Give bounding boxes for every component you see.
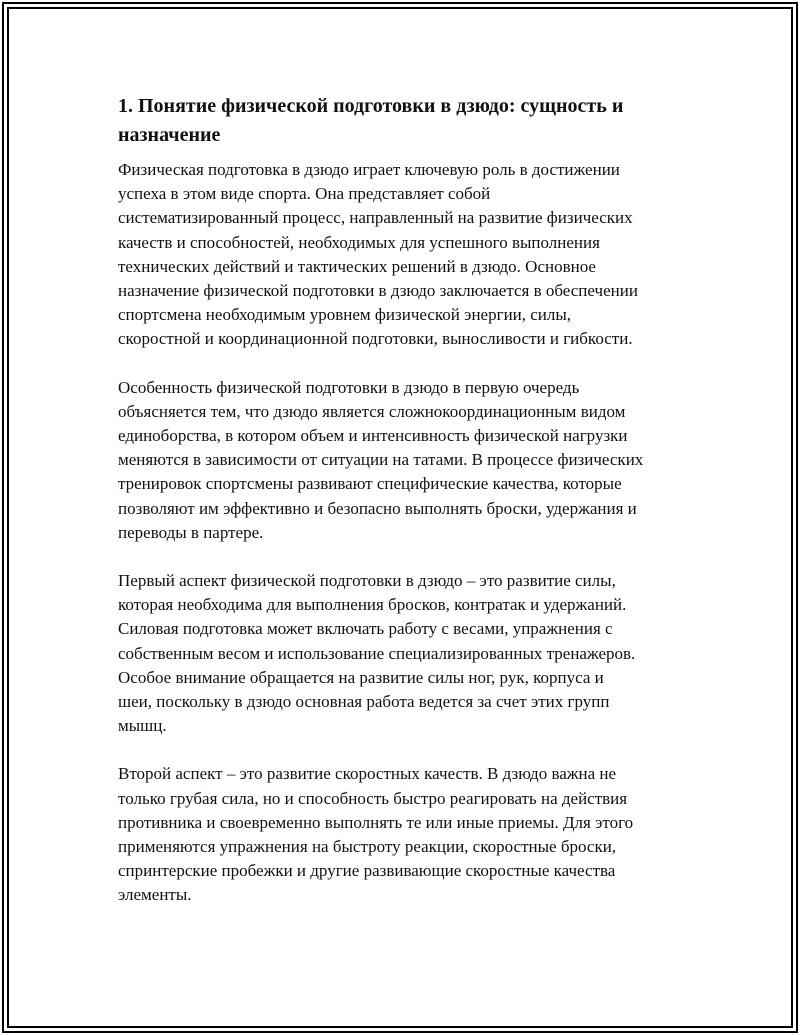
text-line: назначение физической подготовки в дзюдо заключается в обеспечении	[118, 281, 638, 301]
heading-line: 1. Понятие физической подготовки в дзюдо: сущность и	[118, 95, 624, 117]
text-line: собственным весом и использование специализированных тренажеров.	[118, 643, 636, 663]
paragraph-1	[118, 158, 698, 352]
text-line: объясняется тем, что дзюдо является сложнокоординационным видом	[118, 401, 626, 421]
text-line: мышц.	[118, 716, 167, 736]
paragraph-2	[118, 376, 698, 545]
heading-line: назначение	[118, 124, 221, 146]
paragraph-3	[118, 569, 698, 738]
text-line: систематизированный процесс, направленный на развитие физических	[118, 208, 633, 228]
text-line: успеха в этом виде спорта. Она представляет собой	[118, 184, 491, 204]
text-line: Первый аспект физической подготовки в дзюдо – это развитие силы,	[118, 571, 616, 591]
text-line: меняются в зависимости от ситуации на татами. В процессе физических	[118, 450, 644, 470]
text-line: которая необходима для выполнения бросков, контратак и удержаний.	[118, 595, 627, 615]
text-line: скоростной и координационной подготовки, выносливости и гибкости.	[118, 329, 633, 349]
text-line: только грубая сила, но и способность быстро реагировать на действия	[118, 788, 628, 808]
text-line: единоборства, в котором объем и интенсивность физической нагрузки	[118, 426, 628, 446]
text-line: позволяют им эффективно и безопасно выполнять броски, удержания и	[118, 498, 637, 518]
paragraph-4	[118, 762, 698, 907]
text-line: противника и своевременно выполнять те или иные приемы. Для этого	[118, 812, 634, 832]
section-heading	[118, 92, 698, 150]
text-line: Второй аспект – это развитие скоростных качеств. В дзюдо важна не	[118, 764, 617, 784]
text-line: спринтерские пробежки и другие развивающие скоростные качества	[118, 861, 616, 881]
text-line: Особое внимание обращается на развитие силы ног, рук, корпуса и	[118, 667, 604, 687]
text-line: Физическая подготовка в дзюдо играет ключевую роль в достижении	[118, 160, 620, 179]
text-line: спортсмена необходимым уровнем физической энергии, силы,	[118, 305, 572, 325]
document-body	[118, 92, 698, 932]
text-line: шеи, поскольку в дзюдо основная работа ведется за счет этих групп	[118, 692, 610, 712]
text-line: Особенность физической подготовки в дзюдо в первую очередь	[118, 377, 580, 397]
text-line: Силовая подготовка может включать работу с весами, упражнения с	[118, 619, 613, 639]
text-line: переводы в партере.	[118, 522, 264, 542]
text-line: технических действий и тактических решений в дзюдо. Основное	[118, 256, 596, 276]
text-line: элементы.	[118, 885, 192, 905]
text-line: применяются упражнения на быстроту реакции, скоростные броски,	[118, 837, 617, 857]
text-line: качеств и способностей, необходимых для успешного выполнения	[118, 232, 600, 252]
text-line: тренировок спортсмены развивают специфические качества, которые	[118, 474, 622, 494]
